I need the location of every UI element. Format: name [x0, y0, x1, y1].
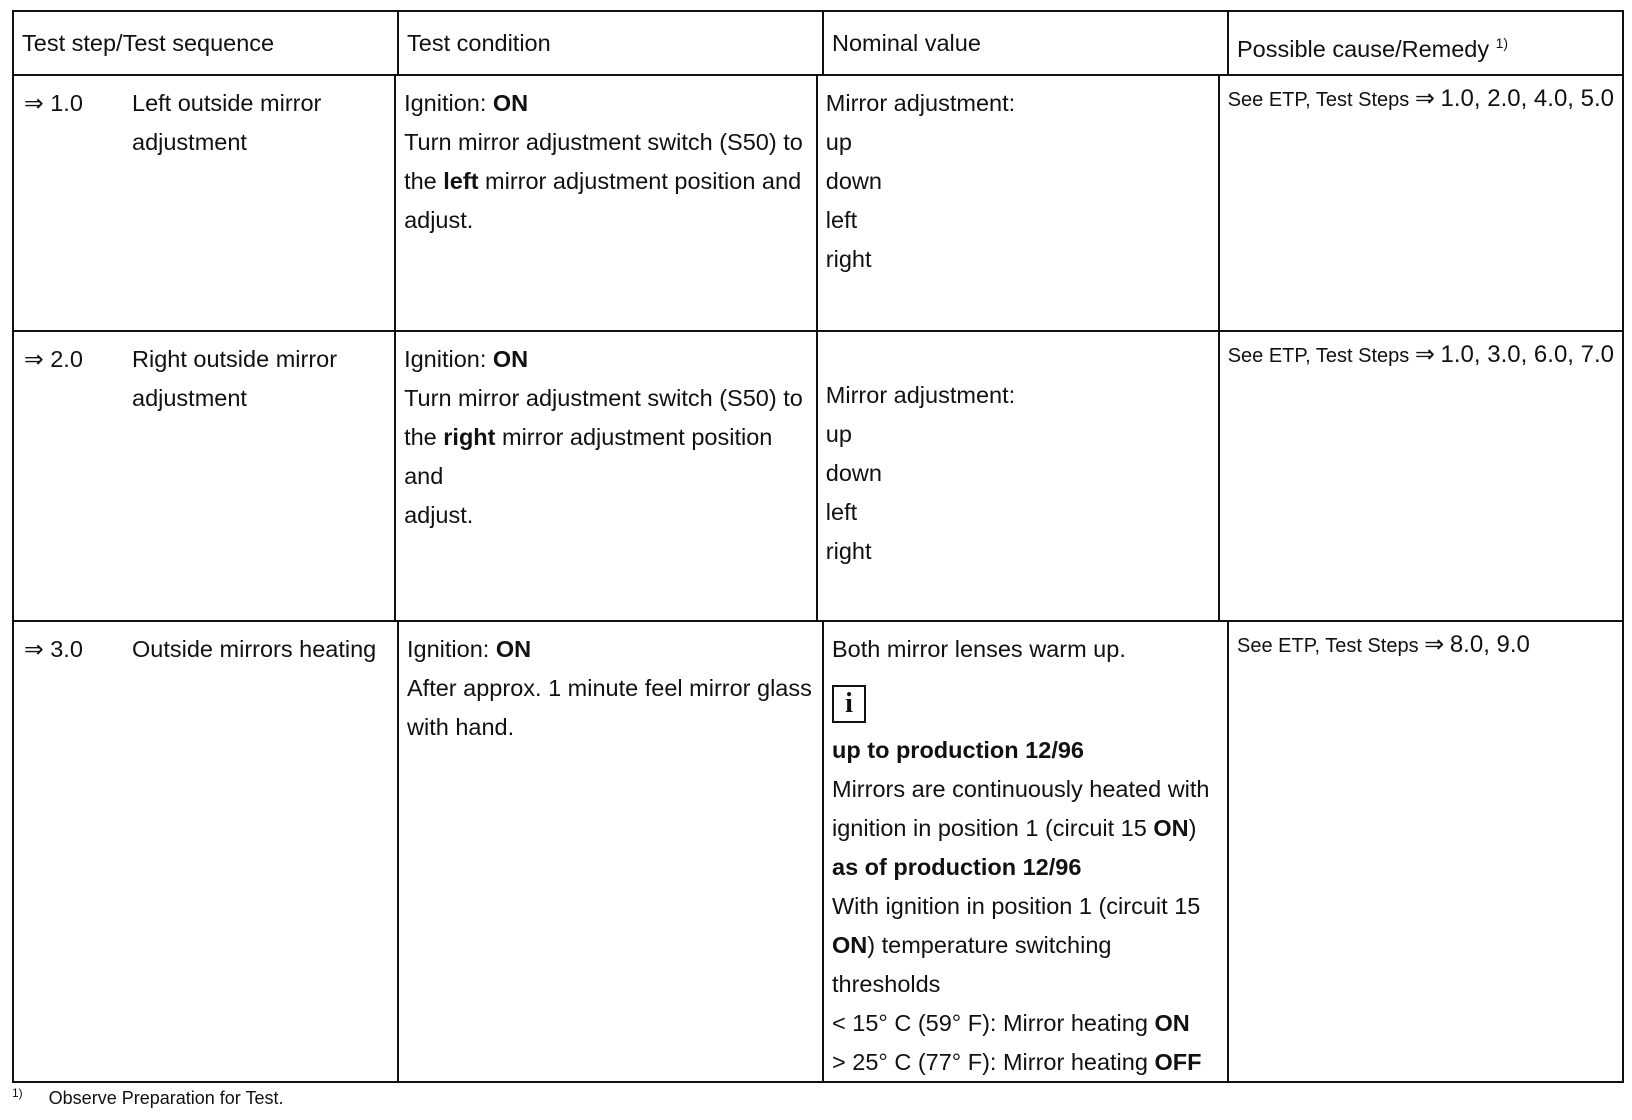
step-number: ⇒ 2.0: [24, 346, 83, 372]
header-cause-label: Possible cause/Remedy: [1237, 35, 1490, 62]
arrow-icon: ⇒: [24, 636, 44, 662]
test-table: [12, 10, 1624, 1083]
arrow-icon: ⇒: [1414, 341, 1435, 368]
production-note-heading: as of production 12/96: [832, 854, 1082, 880]
step-title: Left outside mirror adjustment: [132, 90, 322, 155]
arrow-icon: ⇒: [1424, 631, 1445, 658]
remedy-cell: See ETP, Test Steps ⇒ 8.0, 9.0: [1227, 622, 1622, 1081]
header-step: Test step/Test sequence: [22, 30, 275, 56]
footnote-mark: 1): [12, 1086, 23, 1100]
table-row: [14, 620, 1622, 1081]
remedy-cell: See ETP, Test Steps ⇒ 1.0, 3.0, 6.0, 7.0: [1218, 332, 1622, 620]
nominal-cell: Mirror adjustment: up down left right: [816, 76, 1218, 330]
info-icon: i: [832, 685, 866, 723]
header-cause-footnote-mark: 1): [1495, 35, 1509, 51]
condition-cell: Ignition: ON After approx. 1 minute feel mirror glass with hand.: [397, 622, 822, 1081]
arrow-icon: ⇒: [24, 346, 44, 372]
footnote-text: Observe Preparation for Test.: [48, 1088, 284, 1108]
step-number: ⇒ 1.0: [24, 90, 83, 116]
step-cell: [14, 76, 394, 330]
footnote: [12, 1086, 283, 1109]
condition-cell: Ignition: ON Turn mirror adjustment switch (S50) to the right mirror adjustment position and adjust.: [394, 332, 816, 620]
step-number: ⇒ 3.0: [24, 636, 83, 662]
table-row: [14, 74, 1622, 330]
header-cause: [1227, 12, 1622, 74]
step-cell: [14, 622, 397, 1081]
condition-cell: Ignition: ON Turn mirror adjustment switch (S50) to the left mirror adjustment position and adjust.: [394, 76, 816, 330]
remedy-cell: See ETP, Test Steps ⇒ 1.0, 2.0, 4.0, 5.0: [1218, 76, 1622, 330]
arrow-icon: ⇒: [1414, 85, 1435, 112]
production-note-heading: up to production 12/96: [832, 737, 1084, 763]
table-header: [14, 12, 1622, 74]
table-row: [14, 330, 1622, 620]
step-title: Right outside mirror adjustment: [132, 346, 338, 411]
nominal-cell: Both mirror lenses warm up. i up to production 12/96 Mirrors are continuously heated with ignition in position 1 (circuit 15 ON) as of production 12/96 With ignition in position 1 (circuit 15 ON) temperature switching thresholds < 15° C (59° F): Mirror heating ON > 25° C (77° F): Mirror heating OFF: [822, 622, 1227, 1081]
arrow-icon: ⇒: [24, 90, 44, 116]
header-condition: Test condition: [397, 12, 822, 74]
step-cell: [14, 332, 394, 620]
step-title: Outside mirrors heating: [132, 636, 377, 662]
nominal-cell: Mirror adjustment: up down left right: [816, 332, 1218, 620]
header-nominal: Nominal value: [822, 12, 1227, 74]
